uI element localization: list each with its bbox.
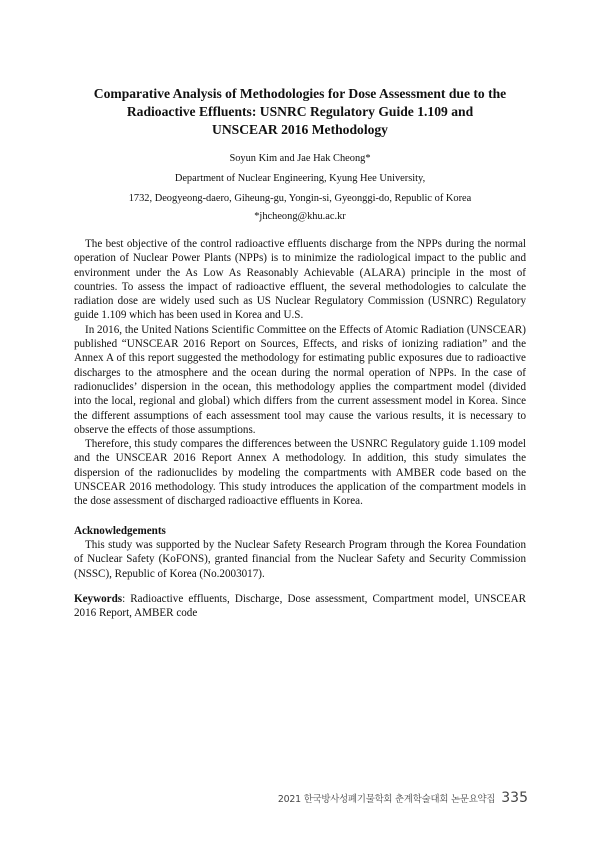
title-line-2: Radioactive Effluents: USNRC Regulatory Guide 1.109 and	[126, 104, 474, 119]
keywords-text: : Radioactive effluents, Discharge, Dose assessment, Compartment model, UNSCEAR 2016 Report, AMBER code	[74, 592, 526, 620]
abstract-paragraph-2: In 2016, the United Nations Scientific Committee on the Effects of Atomic Radiation (UNSCEAR) published “UNSCEAR 2016 Report on Sources, Effects, and risks of ionizing radiation” and the Annex A of this report suggested the methodology for estimating public exposures due to radioactive discharges to the atmosphere and the ocean during the normal operation of NPPs. In the case of radionuclides’ dispersion in the ocean, this methodology applies the compartment model (divided into the local, regional and global) which differs from the current assessment model in Korea. Since the different assumptions of each assessment tool may cause the various results, it is necessary to observe the effects of those assumptions.	[74, 323, 526, 436]
keywords	[74, 592, 526, 621]
abstract-body	[74, 237, 526, 620]
acknowledgements-text: This study was supported by the Nuclear Safety Research Program through the Korea Foundation of Nuclear Safety (KoFONS), granted financial from the Nuclear Safety and Security Commission (NSSC), Republic of Korea (No.2003017).	[74, 538, 526, 580]
affiliation-address: 1732, Deogyeong-daero, Giheung-gu, Yongin-si, Gyeonggi-do, Republic of Korea	[128, 193, 472, 204]
abstract-paragraph-3: Therefore, this study compares the differences between the USNRC Regulatory guide 1.109 model and the UNSCEAR 2016 Report Annex A methodology. In addition, this study simulates the dispersion of the radionuclides by modeling the compartments with AMBER code based on the UNSCEAR 2016 methodology. This study introduces the application of the compartment models in the dose assessment of discharged radioactive effluents in Korea.	[74, 438, 526, 508]
acknowledgements-heading: Acknowledgements	[74, 524, 166, 537]
page-footer	[278, 790, 528, 806]
corresponding-email: *jhcheong@khu.ac.kr	[254, 211, 346, 222]
title-line-3: UNSCEAR 2016 Methodology	[212, 122, 388, 137]
page-number: 335	[501, 790, 528, 806]
affiliation-department: Department of Nuclear Engineering, Kyung Hee University,	[174, 173, 426, 184]
paper-title	[60, 85, 540, 139]
keywords-label: Keywords	[74, 592, 123, 605]
abstract-paragraph-1: The best objective of the control radioactive effluents discharge from the NPPs during the normal operation of Nuclear Power Plants (NPPs) is to minimize the radiological impact to the public and environment under the As Low As Reasonably Achievable (ALARA) principle in the most of countries. To assess the impact of radioactive effluent, the several methodologies to calculate the radiation dose are widely used such as US Nuclear Regulatory Commission (USNRC) Regulatory guide 1.109 which has been used in Korea and U.S.	[74, 238, 526, 322]
authors: Soyun Kim and Jae Hak Cheong*	[229, 153, 371, 164]
title-line-1: Comparative Analysis of Methodologies for Dose Assessment due to the	[93, 86, 507, 101]
footer-conference: 2021 한국방사성폐기물학회 춘계학술대회 논문요약집	[277, 794, 496, 805]
